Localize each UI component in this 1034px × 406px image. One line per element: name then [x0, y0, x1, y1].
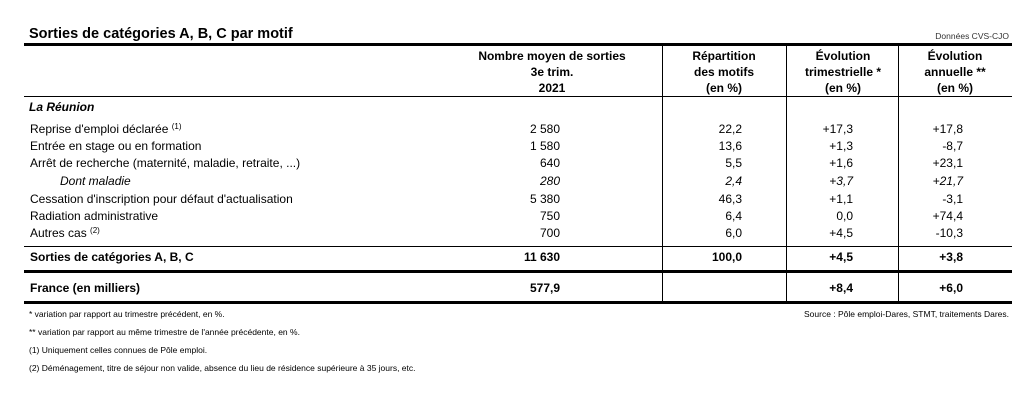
cell-evol-trim: +17,3 — [822, 122, 853, 136]
row-label: Radiation administrative — [30, 209, 159, 223]
cell-sorties: 1 580 — [529, 139, 560, 153]
header-sorties: Nombre moyen de sorties 3e trim. 2021 — [478, 49, 626, 95]
header-rule — [24, 96, 1012, 97]
table-row — [0, 139, 1034, 156]
table-title: Sorties de catégories A, B, C par motif — [29, 26, 293, 42]
cell-evol-annuelle: +74,4 — [932, 209, 963, 223]
cell-repartition: 6,0 — [725, 226, 742, 240]
cell-evol-annuelle: +3,8 — [939, 250, 963, 264]
row-label: Sorties de catégories A, B, C — [30, 250, 194, 264]
cell-sorties: 640 — [539, 156, 560, 170]
cell-repartition: 5,5 — [725, 156, 742, 170]
cell-repartition: 100,0 — [711, 250, 742, 264]
table-row — [0, 226, 1034, 243]
row-label: Autres cas $^{(2)}$ — [30, 226, 100, 240]
row-label: France (en milliers) — [30, 281, 141, 295]
cell-repartition: 2,4 — [725, 174, 742, 188]
total-row — [0, 250, 1034, 267]
cell-sorties: 577,9 — [529, 281, 560, 295]
row-label: Entrée en stage ou en formation — [30, 139, 202, 153]
cell-sorties: 280 — [539, 174, 560, 188]
cell-evol-annuelle: -8,7 — [942, 139, 963, 153]
cell-evol-trim: +1,6 — [829, 156, 853, 170]
pre-total-rule — [24, 246, 1012, 247]
row-label: Arrêt de recherche (maternité, maladie, retraite, ...) — [30, 156, 301, 170]
cell-sorties: 700 — [539, 226, 560, 240]
row-label: Reprise d'emploi déclarée $^{(1)}$ — [30, 122, 182, 136]
footnote: (2) Déménagement, titre de séjour non valide, absence du lieu de résidence supérieure à 35 jours, etc. — [29, 363, 416, 373]
cell-repartition: 22,2 — [718, 122, 742, 136]
cell-evol-trim: +4,5 — [829, 226, 853, 240]
cell-evol-annuelle: +21,7 — [932, 174, 963, 188]
cell-repartition: 46,3 — [718, 192, 742, 206]
bottom-rule — [24, 301, 1012, 304]
cell-sorties: 750 — [539, 209, 560, 223]
region-heading: La Réunion — [29, 100, 95, 114]
table-row-subitem — [0, 174, 1034, 191]
table-row — [0, 209, 1034, 226]
total-rule — [24, 270, 1012, 273]
footnote: ** variation par rapport au même trimestre de l'année précédente, en %. — [29, 327, 300, 337]
cell-evol-trim: +1,1 — [829, 192, 853, 206]
cell-evol-trim: +1,3 — [829, 139, 853, 153]
top-rule — [24, 43, 1012, 46]
cell-repartition: 13,6 — [718, 139, 742, 153]
header-evolution-trimestrielle: Évolution trimestrielle * (en %) — [804, 49, 882, 95]
cell-evol-trim: +4,5 — [829, 250, 853, 264]
footnote: * variation par rapport au trimestre précédent, en %. — [29, 309, 225, 319]
cell-sorties: 11 630 — [523, 250, 560, 264]
cell-evol-annuelle: +17,8 — [932, 122, 963, 136]
cell-repartition: 6,4 — [725, 209, 742, 223]
cell-evol-annuelle: -3,1 — [942, 192, 963, 206]
cell-evol-trim: +8,4 — [829, 281, 853, 295]
table-row — [0, 192, 1034, 209]
cell-sorties: 2 580 — [529, 122, 560, 136]
cell-evol-trim: +3,7 — [829, 174, 853, 188]
data-note: Données CVS-CJO — [935, 31, 1009, 41]
row-label: Dont maladie — [60, 174, 131, 188]
cell-evol-annuelle: +23,1 — [932, 156, 963, 170]
cell-evol-trim: 0,0 — [836, 209, 853, 223]
table-row — [0, 122, 1034, 139]
cell-evol-annuelle: +6,0 — [939, 281, 963, 295]
france-row — [0, 281, 1034, 298]
header-evolution-annuelle: Évolution annuelle ** (en %) — [924, 49, 986, 95]
cell-evol-annuelle: -10,3 — [935, 226, 963, 240]
header-repartition: Répartition des motifs (en %) — [692, 49, 756, 95]
row-label: Cessation d'inscription pour défaut d'actualisation — [30, 192, 293, 206]
cell-sorties: 5 380 — [529, 192, 560, 206]
table-row — [0, 156, 1034, 173]
source-note: Source : Pôle emploi-Dares, STMT, traitements Dares. — [803, 309, 1009, 319]
footnote: (1) Uniquement celles connues de Pôle emploi. — [29, 345, 208, 355]
